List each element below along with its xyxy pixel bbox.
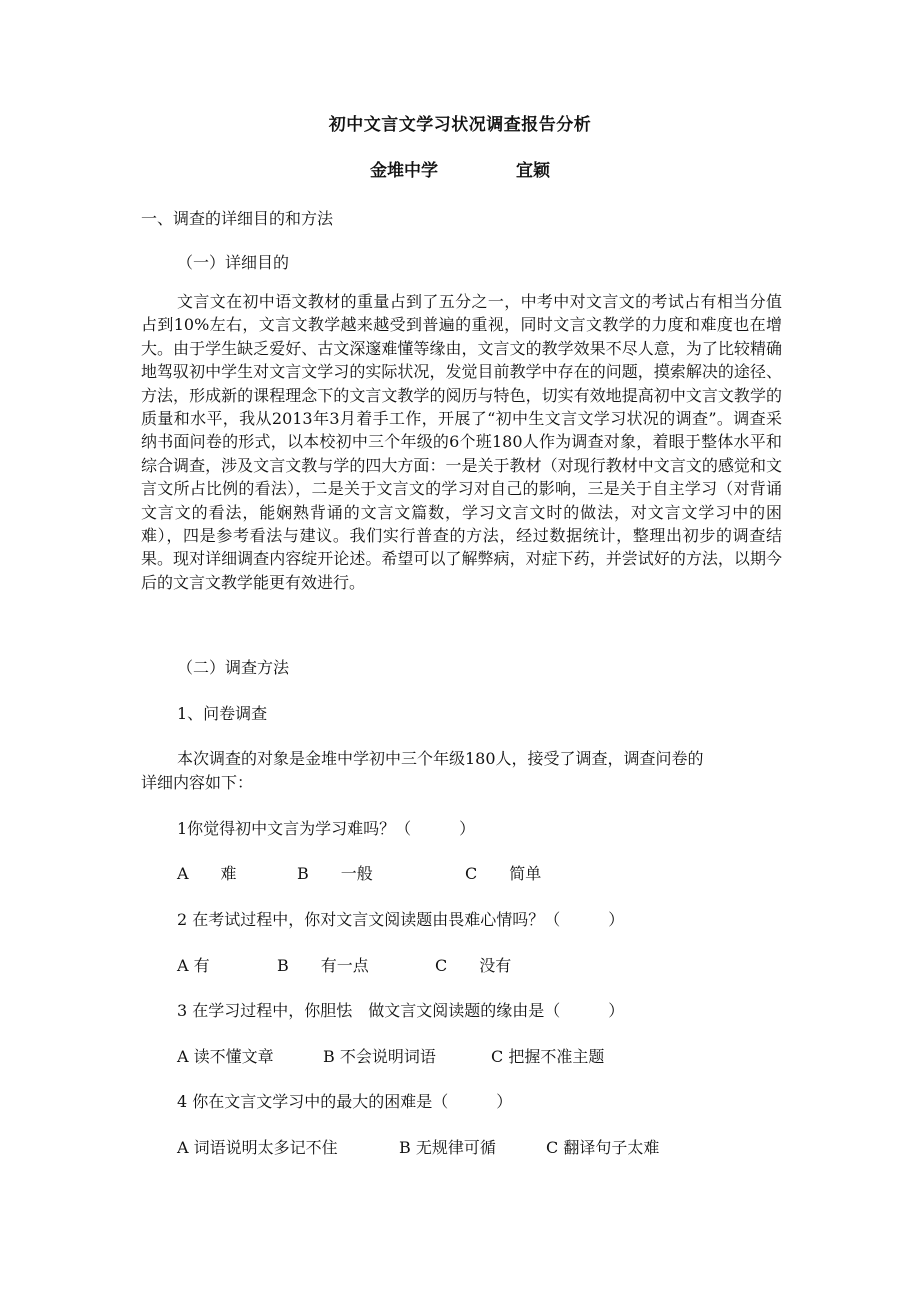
author-school: 金堆中学	[370, 161, 439, 181]
section-heading: 一、调查的详细目的和方法	[141, 209, 334, 228]
option-a: A 读不懂文章	[177, 1047, 274, 1066]
question-3-options	[177, 1045, 604, 1068]
method-heading-questionnaire: 1、问卷调查	[177, 704, 268, 723]
option-c: C 翻译句子太难	[546, 1138, 660, 1157]
option-b: B 无规律可循	[399, 1138, 496, 1157]
author-line	[0, 156, 920, 181]
option-b: B 一般	[297, 864, 373, 883]
question-4: 4 你在文言文学习中的最大的困难是（ ）	[177, 1092, 513, 1111]
option-c: C 没有	[435, 956, 512, 975]
option-b: B 不会说明词语	[323, 1047, 436, 1066]
author-name: 宜颖	[515, 161, 550, 181]
question-4-options	[177, 1136, 659, 1159]
document-title: 初中文言文学习状况调查报告分析	[328, 115, 592, 135]
option-b: B 有一点	[277, 956, 369, 975]
option-a: A 难	[177, 864, 237, 883]
purpose-paragraph: 文言文在初中语文教材的重量占到了五分之一，中考中对文言文的考试占有相当分值占到10%左右，文言文教学越来越受到普遍的重视，同时文言文教学的力度和难度也在增大。由于学生缺乏爱好、古文深邃难懂等缘由，文言文的教学效果不尽人意，为了比较精确地驾驭初中学生对文言文学习的实际状况，发觉目前教学中存在的问题，摸索解决的途径、方法，形成新的课程理念下的文言文教学的阅历与特色，切实有效地提高初中文言文教学的质量和水平，我从2013年3月着手工作，开展了“初中生文言文学习状况的调查”。调查采纳书面问卷的形式，以本校初中三个年级的6个班180人作为调查对象，着眼于整体水平和综合调查，涉及文言文教与学的四大方面：一是关于教材（对现行教材中文言文的感觉和文言文所占比例的看法），二是关于文言文的学习对自己的影响，三是关于自主学习（对背诵文言文的看法，能娴熟背诵的文言文篇数，学习文言文时的做法，对文言文学习中的困难），四是参考看法与建议。我们实行普查的方法，经过数据统计，整理出初步的调查结果。现对详细调查内容绽开论述。希望可以了解弊病，对症下药，并尝试好的方法，以期今后的文言文教学能更有效进行。	[141, 292, 782, 592]
option-c: C 简单	[465, 864, 542, 883]
question-2-options	[177, 954, 511, 977]
method-intro-line1: 本次调查的对象是金堆中学初中三个年级180人，接受了调查，调查问卷的	[177, 749, 704, 768]
subsection-heading-purpose: （一）详细目的	[177, 253, 290, 272]
question-3: 3 在学习过程中，你胆怯 做文言文阅读题的缘由是（ ）	[177, 1001, 625, 1020]
option-a: A 有	[177, 956, 210, 975]
option-c: C 把握不准主题	[491, 1047, 605, 1066]
method-intro-line2: 详细内容如下：	[141, 773, 254, 792]
option-a: A 词语说明太多记不住	[177, 1138, 338, 1157]
subsection-heading-method: （二）调查方法	[177, 658, 290, 677]
question-2: 2 在考试过程中，你对文言文阅读题由畏难心情吗？（ ）	[177, 910, 625, 929]
question-1: 1你觉得初中文言为学习难吗？（ ）	[177, 819, 476, 838]
question-1-options	[177, 862, 541, 885]
